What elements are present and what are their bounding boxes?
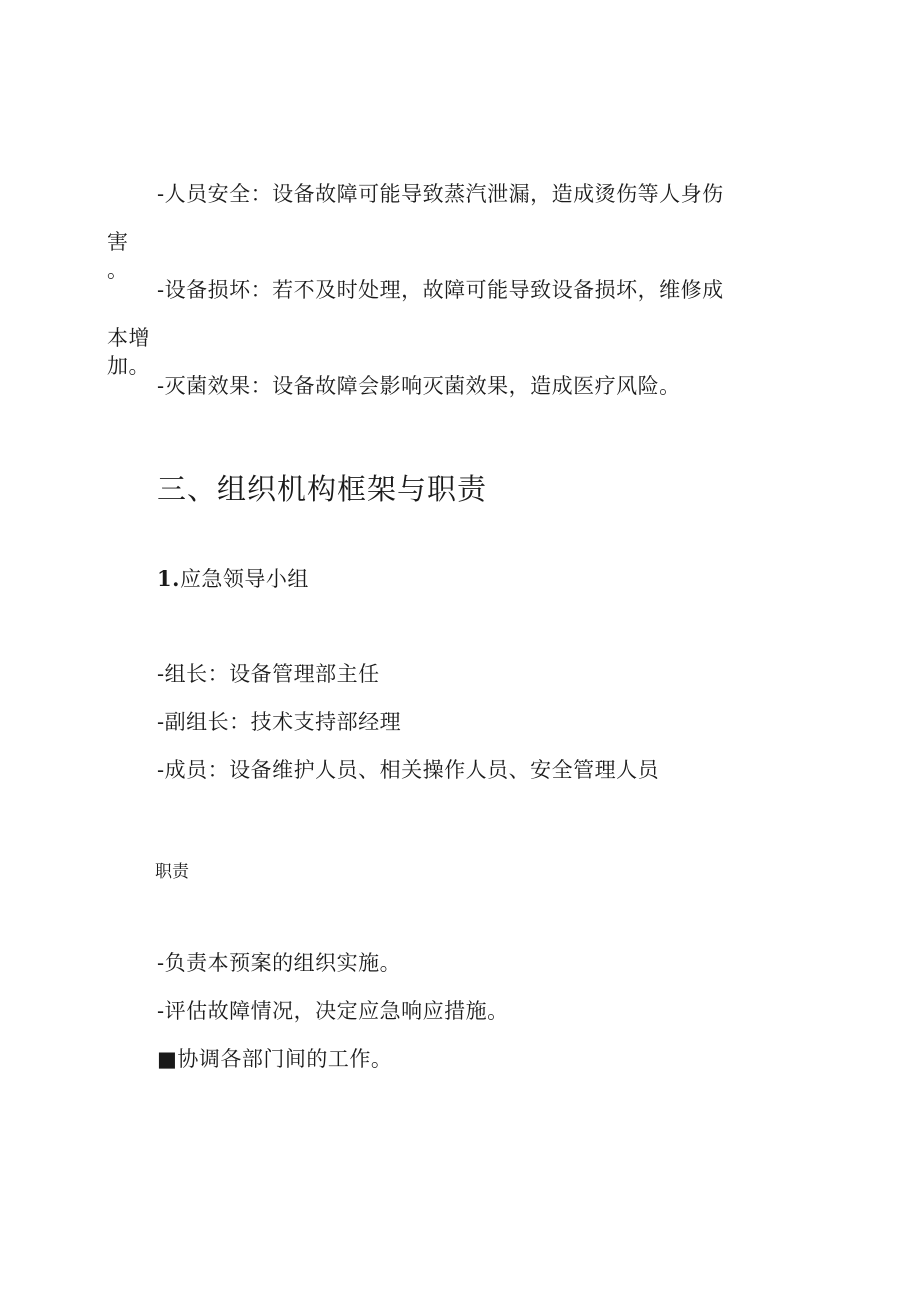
duty-item: ■协调各部门间的工作。 (157, 1047, 393, 1071)
member-deputy-leader: -副组长：技术支持部经理 (157, 710, 402, 734)
risk-personnel-line3: 。 (107, 258, 129, 282)
duties-label: 职责 (155, 862, 189, 882)
risk-equipment-line2: 本增 (107, 326, 150, 350)
leadership-heading (157, 568, 309, 590)
risk-personnel-line1: -人员安全：设备故障可能导致蒸汽泄漏，造成烫伤等人身伤 (157, 182, 724, 206)
risk-sterilization: -灭菌效果：设备故障会影响灭菌效果，造成医疗风险。 (157, 374, 681, 398)
risk-equipment-line1: -设备损坏：若不及时处理，故障可能导致设备损坏，维修成 (157, 278, 724, 302)
member-leader: -组长：设备管理部主任 (157, 662, 380, 686)
leadership-number: 1. (157, 566, 180, 591)
duty-item: -负责本预案的组织实施。 (157, 951, 402, 975)
risk-equipment-line3: 加。 (107, 354, 150, 378)
risk-personnel-line2: 害 (107, 230, 129, 254)
leadership-title: 应急领导小组 (179, 567, 309, 591)
duty-item: -评估故障情况，决定应急响应措施。 (157, 999, 509, 1023)
member-members: -成员：设备维护人员、相关操作人员、安全管理人员 (157, 758, 660, 782)
section-3-title: 三、组织机构框架与职责 (157, 472, 488, 506)
